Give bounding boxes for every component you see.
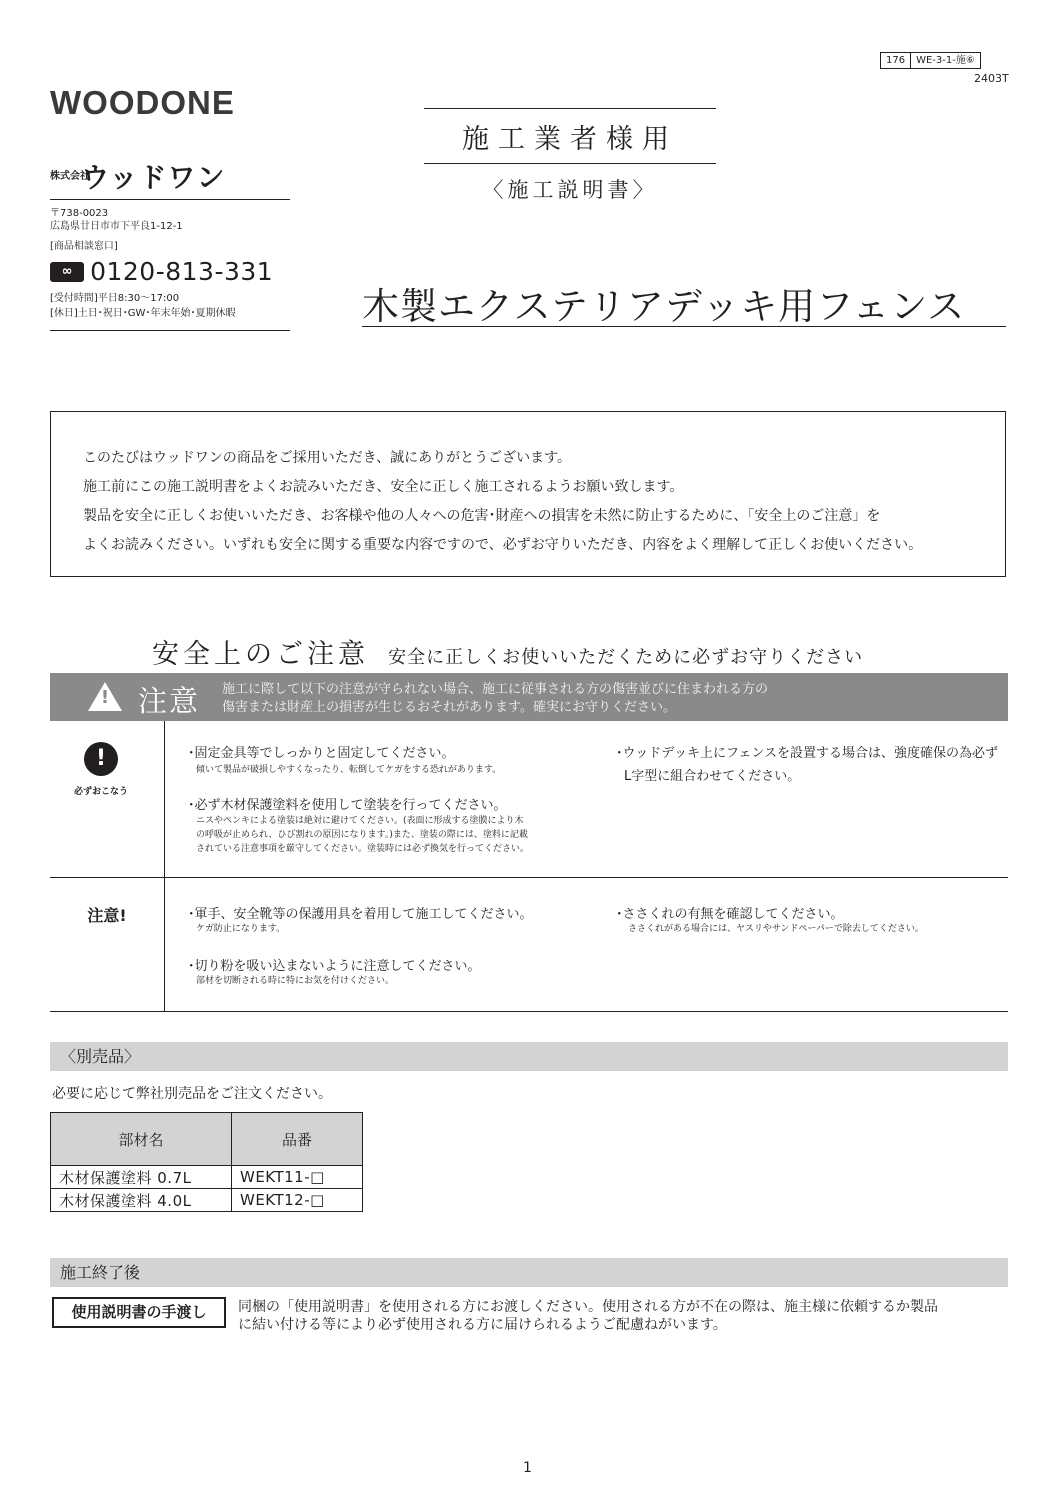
caution-desc-line: 傷害または財産上の損害が生じるおそれがあります。確実にお守りください。	[222, 700, 676, 715]
handover-line: に結い付ける等により必ず使用される方に届けられるようご配慮ねがいます。	[238, 1317, 727, 1333]
manual-kind: 〈施工説明書〉	[482, 178, 658, 202]
caution-item-note: ケガ防止になります。	[196, 924, 286, 934]
product-title: 木製エクステリアデッキ用フェンス	[362, 285, 966, 328]
doc-revision: 2403T	[974, 72, 1009, 85]
handover-text	[238, 1298, 938, 1334]
must-item-note: されている注意事項を厳守してください。塗装時には必ず換気を行ってください。	[196, 844, 530, 854]
caution-item-title: ･軍手、安全靴等の保護用具を着用して施工してください。	[188, 907, 533, 922]
caution-description	[222, 681, 768, 717]
intro-line: よくお読みください。いずれも安全に関する重要な内容ですので、必ずお守りいただき、内容をよく理解して正しくお使いください。	[83, 537, 923, 553]
exclamation-icon: !	[100, 687, 110, 708]
must-item-title: ･必ず木材保護塗料を使用して塗装を行ってください。	[188, 798, 507, 813]
options-table	[50, 1112, 363, 1212]
after-heading: 施工終了後	[50, 1258, 1008, 1287]
part-name: 木材保護塗料 4.0L	[51, 1189, 232, 1212]
must-item-note: ニスやペンキによる塗装は絶対に避けてください。(表面に形成する塗膜により木	[196, 816, 524, 826]
must-item-note: の呼吸が止められ、ひび割れの原因になります。)また、塗装の際には、塗料に記載	[196, 830, 528, 840]
for-whom: 施工業者様用	[462, 124, 678, 155]
corp-name: ウッドワン	[81, 161, 226, 194]
part-number: WEKT12-□	[232, 1189, 363, 1212]
table-row	[51, 1166, 363, 1189]
safety-title: 安全上のご注意	[152, 639, 369, 670]
must-item-title: ･固定金具等でしっかりと固定してください。	[188, 746, 455, 761]
title-top-rule	[424, 108, 716, 109]
doc-series: WE-3-1-施⑥	[910, 53, 980, 68]
must-right-line: ･ウッドデッキ上にフェンスを設置する場合は、強度確保の為必ず	[616, 746, 998, 761]
title-bottom-rule	[424, 163, 716, 164]
safety-heading	[152, 632, 863, 671]
page-number: 1	[523, 1460, 532, 1476]
handover-line: 同梱の「使用説明書」を使用される方にお渡しください。使用される方が不在の際は、施主様に依頼するか製品	[238, 1299, 938, 1315]
office-hours: [受付時間]平日8:30～17:00	[50, 293, 180, 304]
postal-code: 〒738-0023	[50, 208, 109, 219]
column-header: 品番	[232, 1113, 363, 1166]
consult-label: [商品相談窓口]	[50, 241, 118, 252]
part-number: WEKT11-□	[232, 1166, 363, 1189]
corp-type: 株式会社	[50, 170, 90, 182]
must-do-label: 必ずおこなう	[73, 787, 128, 797]
must-do-icon: !	[84, 742, 118, 776]
contact-divider	[50, 330, 290, 331]
product-title-rule	[362, 326, 1006, 327]
caution-label: 注意!	[87, 906, 127, 925]
handover-label: 使用説明書の手渡し	[52, 1297, 226, 1328]
address: 広島県廿日市市下平良1-12-1	[50, 221, 183, 232]
safety-row-divider	[50, 877, 1008, 878]
caution-item-title: ･切り粉を吸い込まないように注意してください。	[188, 959, 481, 974]
company-divider	[50, 199, 290, 200]
free-dial-icon: ∞	[50, 262, 84, 282]
caution-desc-line: 施工に際して以下の注意が守られない場合、施工に従事される方の傷害並びに住まわれる方の	[222, 682, 769, 697]
woodone-logo	[50, 44, 290, 134]
caution-right-note: ささくれがある場合には、ヤスリやサンドペーパーで除去してください。	[628, 924, 924, 934]
doc-number: 176	[886, 55, 906, 66]
must-right-line: L字型に組合わせてください。	[624, 769, 801, 784]
doc-code	[880, 52, 981, 69]
caution-right-title: ･ささくれの有無を確認してください。	[616, 907, 844, 922]
safety-subtitle: 安全に正しくお使いいただくために必ずお守りください	[388, 647, 864, 668]
logo-text: WOODONE	[50, 84, 235, 121]
column-header: 部材名	[51, 1113, 232, 1166]
part-name: 木材保護塗料 0.7L	[51, 1166, 232, 1189]
options-heading: 〈別売品〉	[50, 1042, 1008, 1071]
caution-item-note: 部材を切断される時に特にお気を付けください。	[196, 976, 395, 986]
options-table-header	[51, 1113, 363, 1166]
safety-bottom-rule	[50, 1011, 1008, 1012]
table-row	[51, 1189, 363, 1212]
company-name	[50, 156, 226, 196]
caution-bar	[50, 673, 1008, 721]
intro-line: 施工前にこの施工説明書をよくお読みいただき、安全に正しく施工されるようお願い致します。	[83, 479, 684, 495]
intro-box	[50, 411, 1006, 577]
holidays: [休日]土日･祝日･GW･年末年始･夏期休暇	[50, 308, 236, 319]
caution-word: 注意	[138, 684, 201, 718]
safety-column-divider	[164, 721, 165, 1011]
intro-line: このたびはウッドワンの商品をご採用いただき、誠にありがとうございます。	[83, 450, 572, 466]
phone-line	[50, 257, 273, 286]
phone-number: 0120-813-331	[90, 257, 274, 286]
must-item-note: 傾いて製品が破損しやすくなったり、転倒してケガをする恐れがあります。	[196, 765, 502, 775]
intro-line: 製品を安全に正しくお使いいただき、お客様や他の人々への危害･財産への損害を未然に防止するために、「安全上のご注意」を	[83, 508, 881, 524]
options-text: 必要に応じて弊社別売品をご注文ください。	[52, 1086, 332, 1102]
